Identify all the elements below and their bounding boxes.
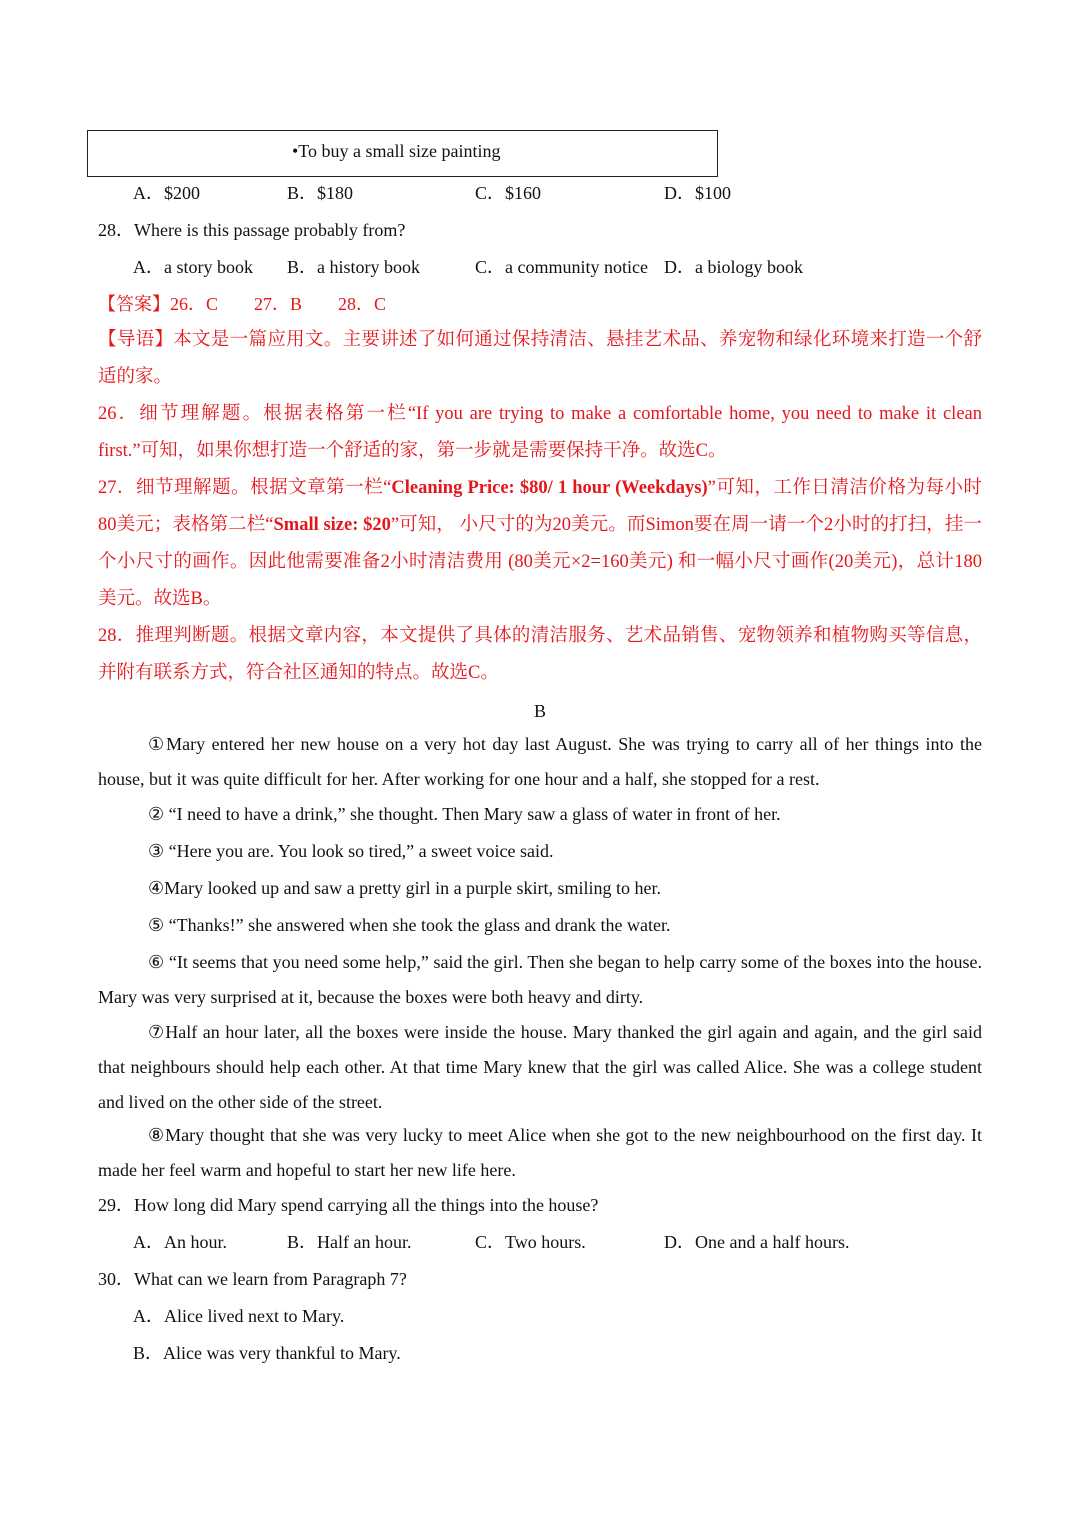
q29-option-d: D．One and a half hours.: [664, 1232, 850, 1252]
answer-26: 26．C: [170, 294, 219, 314]
explanation-27: [98, 470, 982, 618]
passage-paragraph-4: ④Mary looked up and saw a pretty girl in a purple skirt, smiling to her.: [148, 878, 662, 898]
q29-option-c: C．Two hours.: [475, 1232, 586, 1252]
passage-paragraph-3: ③ “Here you are. You look so tired,” a sweet voice said.: [148, 841, 554, 861]
explanation-27-bold1: Cleaning Price: $80/ 1 hour (Weekdays): [391, 478, 708, 498]
explanation-27-part2: ”可知，工作日清洁价格为每小时80美元；表格第二栏“: [98, 478, 982, 535]
passage-paragraph-5: ⑤ “Thanks!” she answered when she took the glass and drank the water.: [148, 915, 671, 935]
table-fragment-text: •To buy a small size painting: [292, 141, 501, 161]
q29-option-a: A．An hour.: [133, 1232, 227, 1252]
q30-option-b: B．Alice was very thankful to Mary.: [133, 1343, 401, 1363]
q28-option-c: C．a community notice: [475, 257, 648, 277]
q28-option-d: D．a biology book: [664, 257, 803, 277]
passage-paragraph-8: ⑧Mary thought that she was very lucky to meet Alice when she got to the new neighbourhood on the first day. It made her feel warm and hopeful to start her new life here.: [98, 1125, 982, 1180]
answer-28: 28．C: [338, 294, 387, 314]
passage-paragraph-2: ② “I need to have a drink,” she thought. Then Mary saw a glass of water in front of her.: [148, 804, 781, 824]
answer-label: 【答案】: [98, 294, 170, 314]
q29-option-b: B．Half an hour.: [287, 1232, 412, 1252]
explanation-27-part1: 27．细节理解题。根据文章第一栏“: [98, 478, 392, 498]
q29-question: 29．How long did Mary spend carrying all the things into the house?: [98, 1195, 599, 1215]
answer-27: 27．B: [254, 294, 303, 314]
q27-option-b: B．$180: [287, 183, 354, 203]
explanation-intro: 【导语】本文是一篇应用文。主要讲述了如何通过保持清洁、悬挂艺术品、养宠物和绿化环境来打造一个舒适的家。: [98, 330, 982, 387]
passage-paragraph-7: ⑦Half an hour later, all the boxes were inside the house. Mary thanked the girl again and again, and the girl said that neighbours should help each other. At that time Mary knew that the girl was called Alice. She was a college student and lived on the other side of the street.: [98, 1022, 982, 1112]
explanation-28: 28．推理判断题。根据文章内容，本文提供了具体的清洁服务、艺术品销售、宠物领养和植物购买等信息，并附有联系方式，符合社区通知的特点。故选C。: [98, 626, 982, 683]
answer-key: [98, 292, 386, 316]
q30-question: 30．What can we learn from Paragraph 7?: [98, 1269, 407, 1289]
passage-paragraph-1: ①Mary entered her new house on a very hot day last August. She was trying to carry all of her things into the house, but it was quite difficult for her. After working for one hour and a half, she stopped for a rest.: [98, 734, 982, 789]
passage-heading: B: [534, 701, 547, 721]
q28-question: 28．Where is this passage probably from?: [98, 220, 406, 240]
q30-option-a: A．Alice lived next to Mary.: [133, 1306, 345, 1326]
q27-option-c: C．$160: [475, 183, 542, 203]
explanation-27-part3: ”可知， 小尺寸的为20美元。而Simon要在周一请一个2小时的打扫，挂一个小尺寸的画作。因此他需要准备2小时清洁费用 (80美元×2=160美元) 和一幅小尺寸画作(20美元)，总计180美元。故选B。: [98, 515, 982, 609]
q28-option-a: A．a story book: [133, 257, 253, 277]
passage-paragraph-6: ⑥ “It seems that you need some help,” said the girl. Then she began to help carry some of the boxes into the house. Mary was very surprised at it, because the boxes were both heavy and dirty.: [98, 952, 982, 1007]
q27-option-a: A．$200: [133, 183, 200, 203]
q27-option-d: D．$100: [664, 183, 731, 203]
explanation-27-bold2: Small size: $20: [273, 515, 391, 535]
explanation-26: 26．细节理解题。根据表格第一栏“If you are trying to make a comfortable home, you need to make it clean first.”可知，如果你想打造一个舒适的家，第一步就是需要保持干净。故选C。: [98, 404, 982, 461]
q28-option-b: B．a history book: [287, 257, 420, 277]
